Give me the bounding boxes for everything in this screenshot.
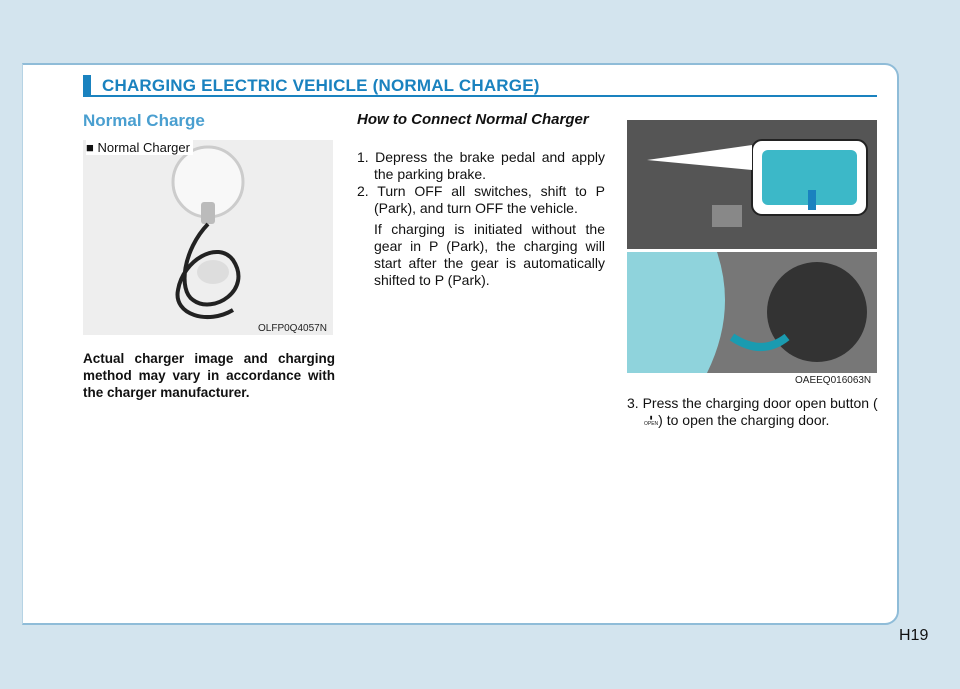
step-1: 1. Depress the brake pedal and apply the parking brake. — [357, 149, 605, 182]
charger-note: Actual charger image and charging method may vary in accordance with the charger manufacturer. — [83, 351, 335, 400]
dashboard-illustration — [627, 120, 877, 249]
dashboard-photo — [627, 120, 877, 249]
how-to-connect-heading: How to Connect Normal Charger — [357, 111, 589, 128]
normal-charge-heading: Normal Charge — [83, 111, 205, 130]
step-2: 2. Turn OFF all switches, shift to P (Park), and turn OFF the vehicle. — [357, 183, 605, 216]
figure-label: ■ Normal Charger — [86, 140, 193, 155]
gear-note: If charging is initiated without the gear in P (Park), the charging will start after the gear is automatically shifted to P (Park). — [374, 221, 605, 288]
section-title: CHARGING ELECTRIC VEHICLE (NORMAL CHARGE) — [102, 76, 540, 95]
step-3-text-b: ) to open the charging door. — [658, 412, 830, 428]
step-3-text-a: 3. Press the charging door open button ( — [627, 395, 878, 411]
charging-door-illustration — [627, 252, 877, 373]
header-bar — [83, 75, 91, 97]
section-header — [83, 75, 877, 97]
figure-code-right: OAEEQ016063N — [795, 375, 872, 386]
charger-illustration — [83, 140, 333, 335]
charge-door-open-icon: ▮ OPEN — [644, 415, 659, 428]
step-3 — [627, 395, 882, 429]
page-number: H19 — [899, 627, 929, 644]
charging-door-photo — [627, 252, 877, 373]
normal-charger-figure — [83, 140, 333, 335]
open-icon-text: OPEN — [644, 421, 659, 428]
figure-code-left: OLFP0Q4057N — [258, 323, 327, 334]
